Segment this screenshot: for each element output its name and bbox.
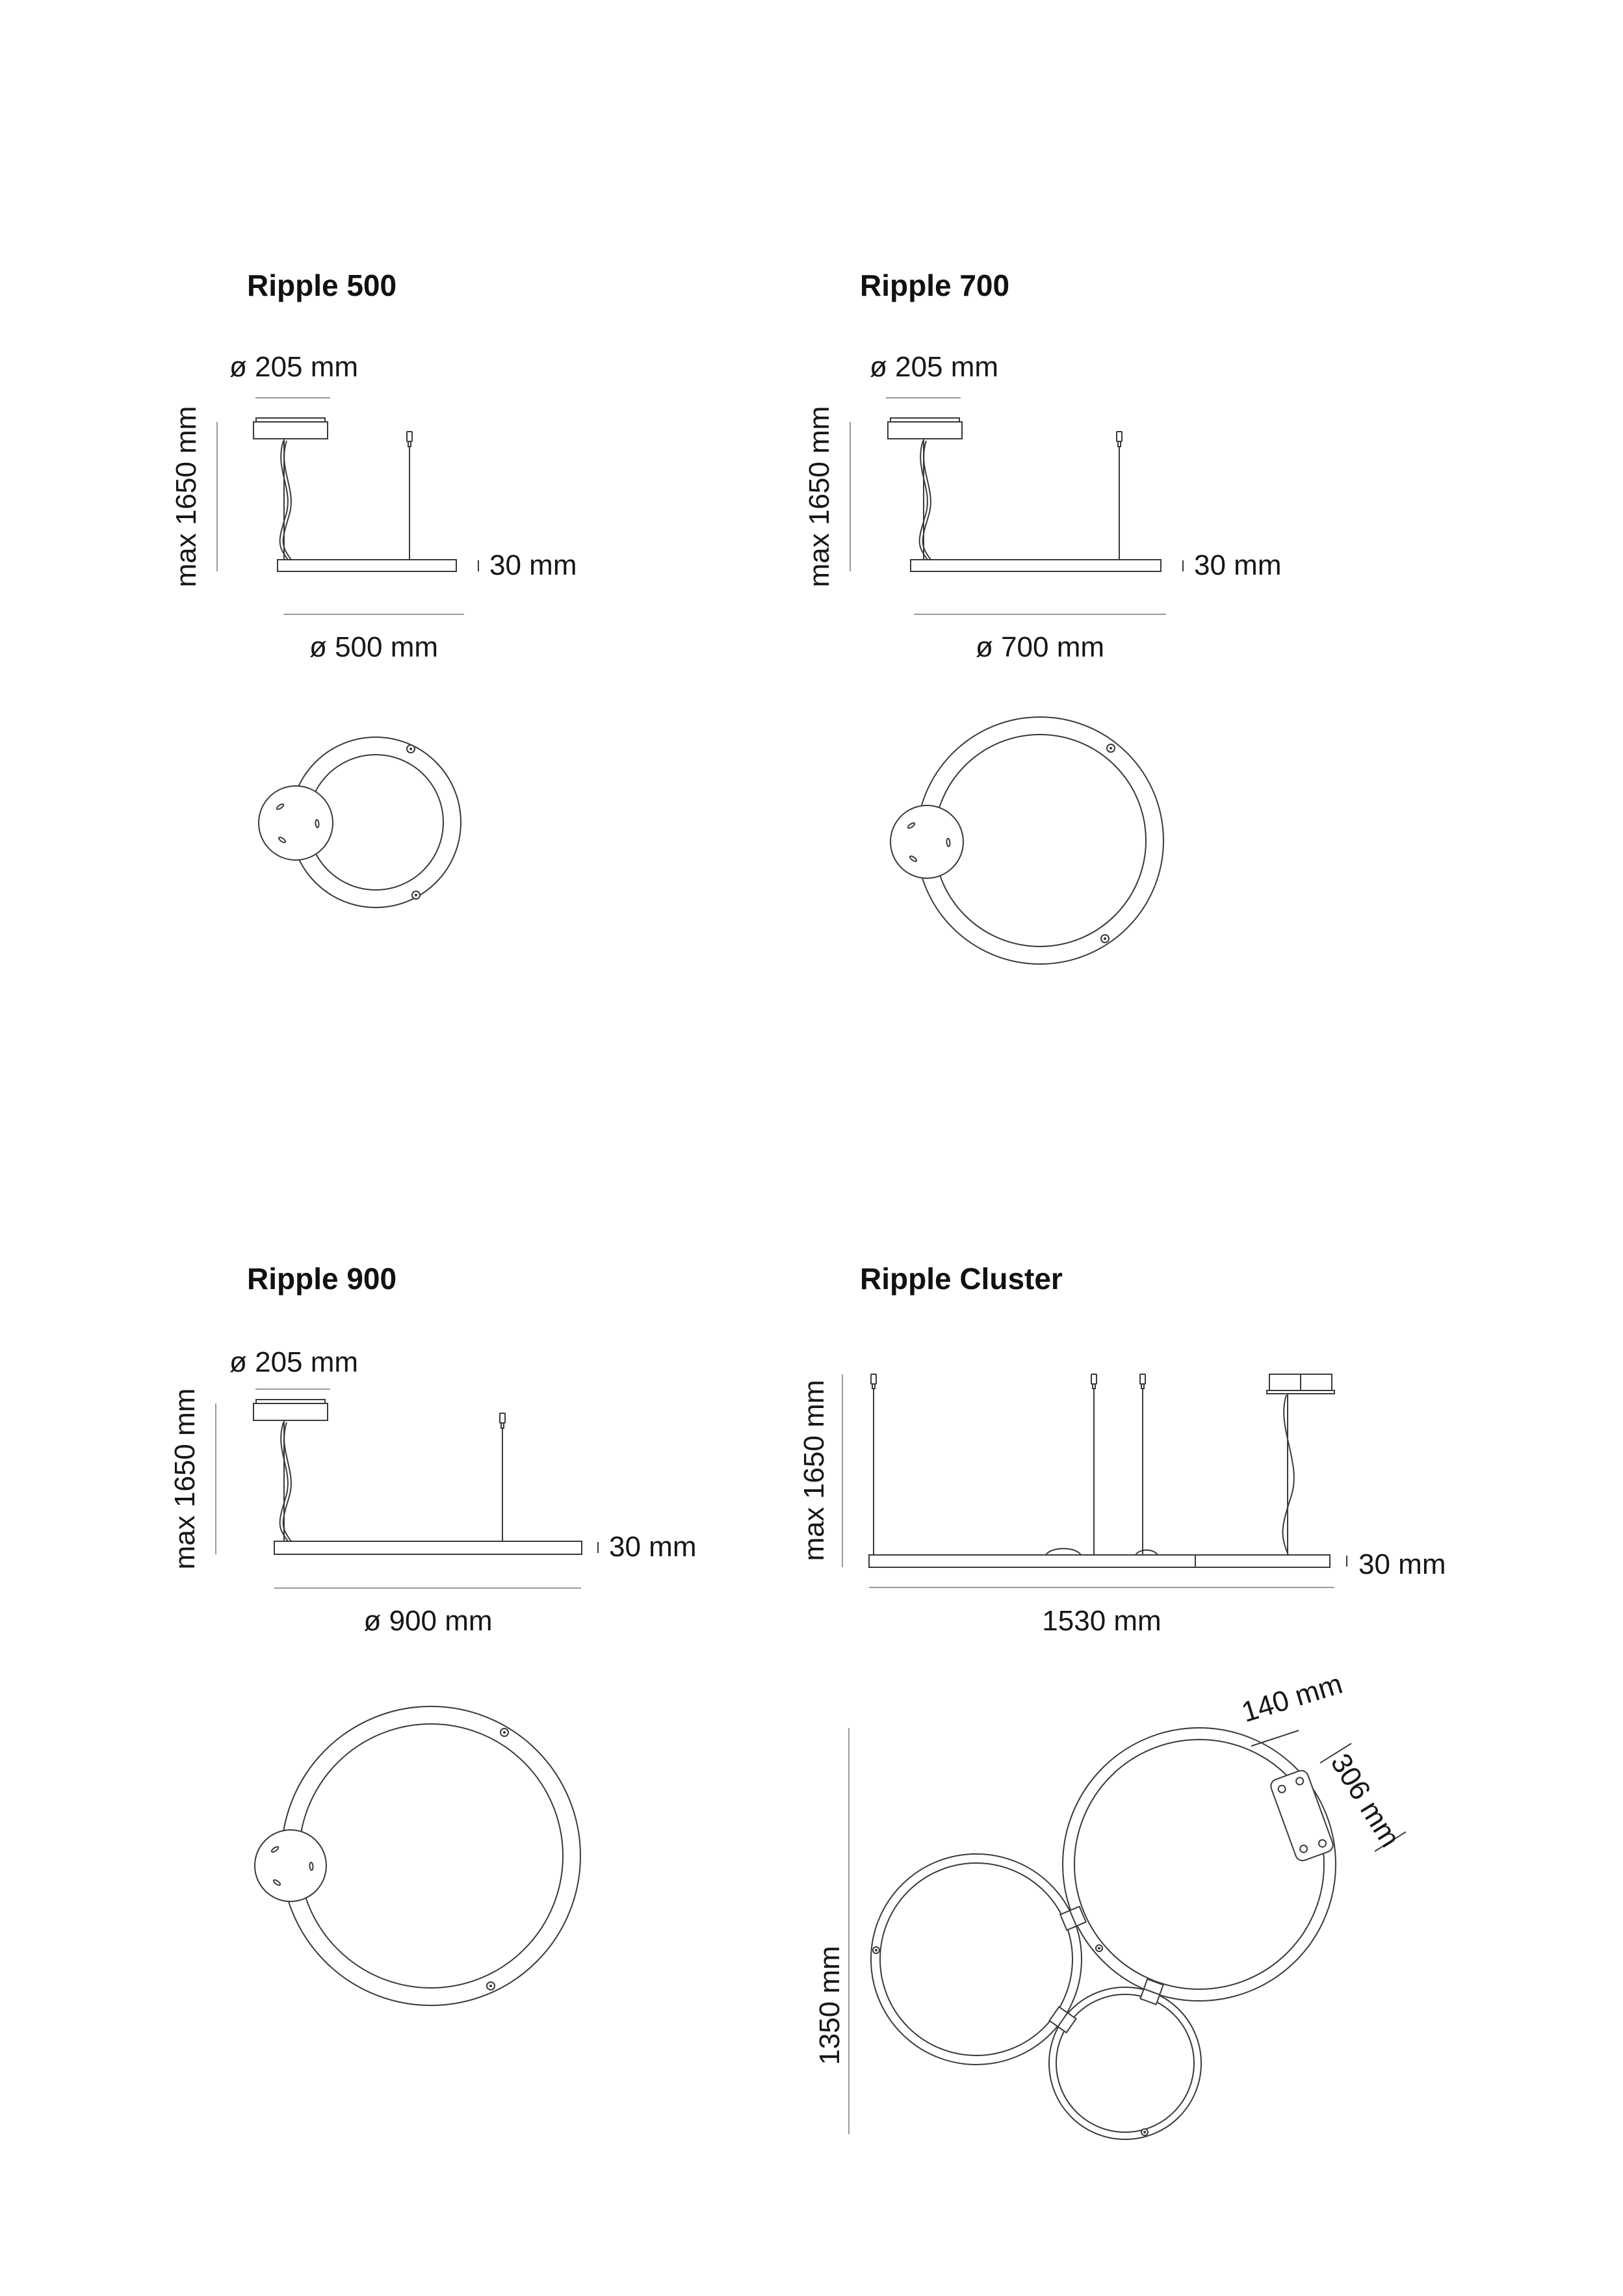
ripple-900-top-view [255,1706,580,2005]
ring-gap-label: 140 mm [1238,1667,1346,1729]
plate-length-label: 306 mm [1324,1748,1407,1853]
canopy-disc [259,786,333,860]
ripple-900-side-view [216,1389,598,1588]
canopy-disc [255,1830,326,1901]
ring-screw-dot [1101,744,1115,943]
ring-diameter-label: ø 500 mm [309,631,439,663]
canopy-diameter-label: ø 205 mm [229,351,359,383]
ripple-700-side-view [850,398,1183,614]
profile-height-label: 30 mm [489,549,577,581]
panel-title-ripple-900: Ripple 900 [247,1262,397,1296]
profile-height-label: 30 mm [1194,549,1282,581]
canopy-diameter-label: ø 205 mm [870,351,999,383]
ripple-cluster-top-view [849,1728,1406,2139]
overall-width-label: 1530 mm [1042,1605,1162,1637]
ring-screw-dot [487,1729,508,1990]
ring-connector-clip [1049,2007,1076,2033]
panel-title-ripple-cluster: Ripple Cluster [860,1262,1063,1296]
profile-height-label: 30 mm [609,1531,697,1563]
max-drop-label: max 1650 mm [170,406,202,588]
ring-diameter-label: ø 700 mm [975,631,1105,663]
ring-screw-dot [873,1945,1148,2135]
ripple-500-top-view [259,737,461,907]
cluster-mounting-plate [1269,1769,1335,1863]
max-drop-label: max 1650 mm [803,406,835,588]
profile-height-label: 30 mm [1358,1548,1446,1580]
ring-connector-clip [1060,1907,1086,1930]
max-drop-label: max 1650 mm [798,1379,830,1561]
leader-140mm [1251,1730,1299,1746]
canopy-diameter-label: ø 205 mm [229,1346,359,1378]
ripple-cluster-side-view [842,1374,1347,1587]
overall-height-label: 1350 mm [813,1946,846,2065]
canopy-disc [890,805,963,878]
panel-title-ripple-700: Ripple 700 [860,268,1010,302]
panel-title-ripple-500: Ripple 500 [247,268,397,302]
ripple-500-side-view [217,398,478,614]
ripple-700-top-view [890,717,1163,964]
ring-diameter-label: ø 900 mm [363,1605,493,1637]
max-drop-label: max 1650 mm [168,1388,201,1570]
